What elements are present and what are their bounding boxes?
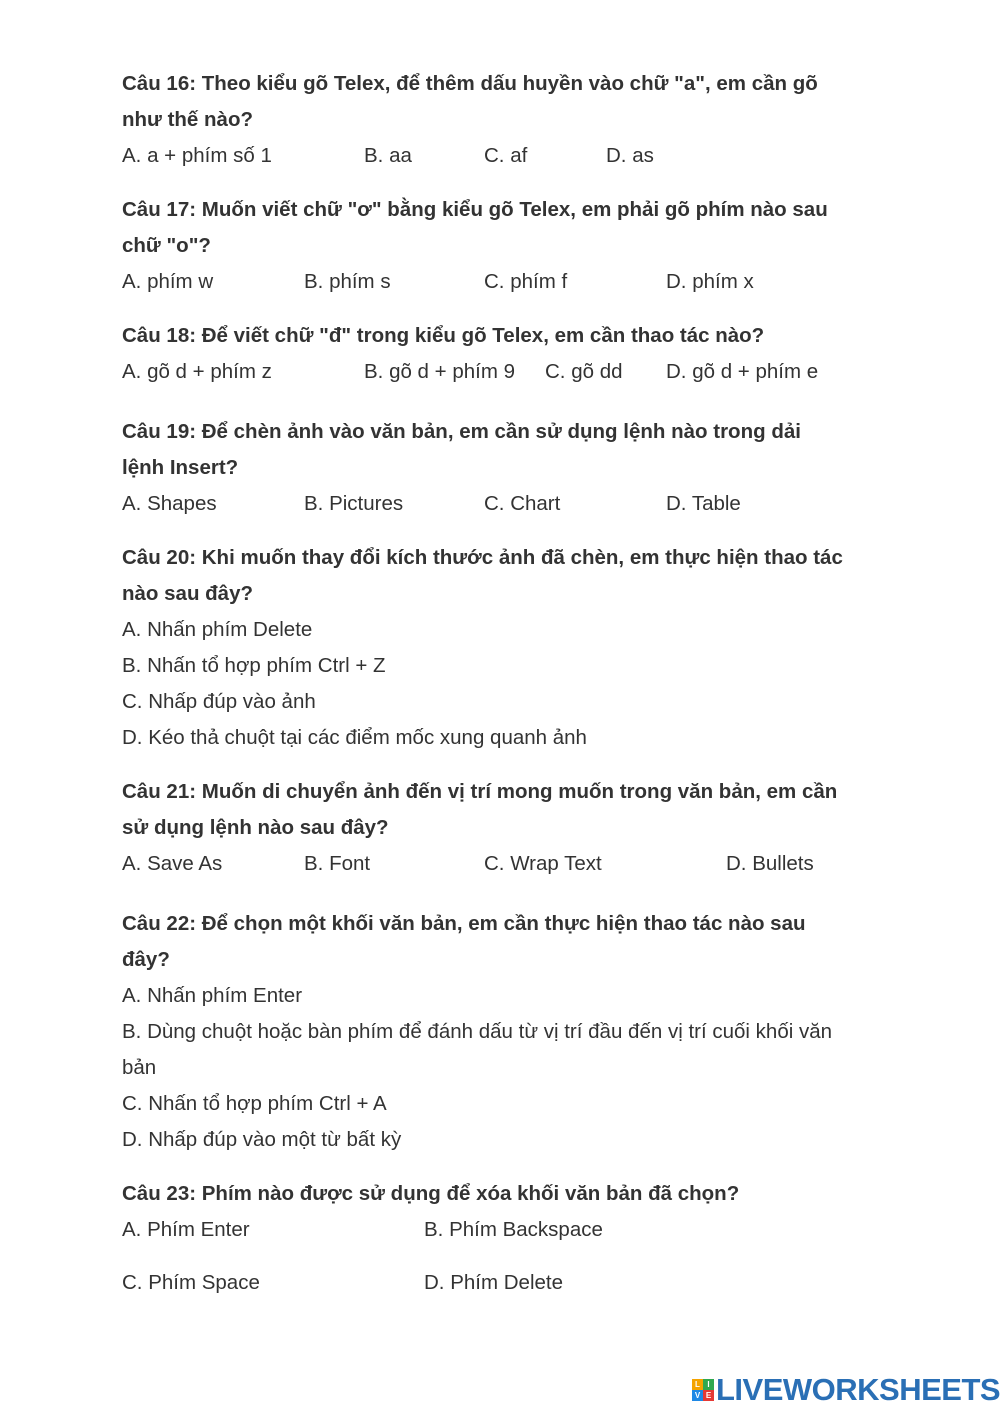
- question-18: [122, 318, 892, 390]
- question-20: [122, 540, 892, 756]
- option-a[interactable]: A. Nhấn phím Enter: [122, 984, 303, 1007]
- option-d[interactable]: D. Phím Delete: [424, 1271, 563, 1294]
- option-a[interactable]: A. Nhấn phím Delete: [122, 618, 313, 641]
- question-23: [122, 1176, 892, 1301]
- option-c[interactable]: C. af: [484, 144, 528, 167]
- question-21-title-line-1: Câu 21: Muốn di chuyển ảnh đến vị trí mong muốn trong văn bản, em cần: [122, 780, 838, 803]
- question-16-title-line-1: Câu 16: Theo kiểu gõ Telex, để thêm dấu huyền vào chữ "a", em cần gõ: [122, 72, 818, 95]
- question-19-title-line-2: lệnh Insert?: [122, 456, 239, 479]
- option-c[interactable]: C. Wrap Text: [484, 852, 602, 875]
- question-20-title-line-2: nào sau đây?: [122, 582, 254, 605]
- question-21: [122, 774, 892, 882]
- option-c[interactable]: C. Nhấp đúp vào ảnh: [122, 690, 316, 713]
- question-23-title-line-1: Câu 23: Phím nào được sử dụng để xóa khối văn bản đã chọn?: [122, 1182, 740, 1205]
- option-b[interactable]: B. gõ d + phím 9: [364, 360, 515, 383]
- question-17-title-line-1: Câu 17: Muốn viết chữ "ơ" bằng kiểu gõ Telex, em phải gõ phím nào sau: [122, 198, 828, 221]
- question-19: [122, 414, 892, 522]
- question-23-options-row-1: [122, 1212, 892, 1248]
- question-19-title-line-1: Câu 19: Để chèn ảnh vào văn bản, em cần sử dụng lệnh nào trong dải: [122, 420, 801, 443]
- option-c[interactable]: C. Chart: [484, 492, 561, 515]
- option-a[interactable]: A. phím w: [122, 270, 214, 293]
- option-c[interactable]: C. Nhấn tổ hợp phím Ctrl + A: [122, 1092, 387, 1115]
- question-16: [122, 66, 892, 174]
- option-d[interactable]: D. Nhấp đúp vào một từ bất kỳ: [122, 1128, 402, 1151]
- worksheet-page: [122, 66, 892, 1301]
- option-b[interactable]: B. aa: [364, 144, 412, 167]
- question-21-options: [122, 846, 892, 882]
- option-d[interactable]: D. phím x: [666, 270, 754, 293]
- question-22-title-line-1: Câu 22: Để chọn một khối văn bản, em cần thực hiện thao tác nào sau: [122, 912, 806, 935]
- option-d[interactable]: D. gõ d + phím e: [666, 360, 819, 383]
- option-b[interactable]: B. Dùng chuột hoặc bàn phím để đánh dấu từ vị trí đầu đến vị trí cuối khối văn: [122, 1020, 833, 1043]
- question-20-title-line-1: Câu 20: Khi muốn thay đổi kích thước ảnh đã chèn, em thực hiện thao tác: [122, 546, 843, 569]
- option-b[interactable]: B. Pictures: [304, 492, 404, 515]
- liveworksheets-logo-icon: L I V E: [692, 1379, 714, 1401]
- option-d[interactable]: D. Bullets: [726, 852, 814, 875]
- option-b[interactable]: B. Phím Backspace: [424, 1218, 603, 1241]
- option-c[interactable]: C. gõ dd: [545, 360, 623, 383]
- option-a[interactable]: A. gõ d + phím z: [122, 360, 272, 383]
- question-16-title-line-2: như thế nào?: [122, 108, 253, 131]
- question-22-title-line-2: đây?: [122, 948, 170, 971]
- option-c[interactable]: C. phím f: [484, 270, 568, 293]
- liveworksheets-logo-text: LIVEWORKSHEETS: [716, 1372, 1000, 1407]
- question-17: [122, 192, 892, 300]
- option-b[interactable]: B. phím s: [304, 270, 391, 293]
- option-b[interactable]: B. Nhấn tổ hợp phím Ctrl + Z: [122, 654, 386, 677]
- option-d[interactable]: D. Table: [666, 492, 741, 515]
- question-16-options: [122, 138, 892, 174]
- question-17-title-line-2: chữ "o"?: [122, 234, 211, 257]
- question-17-options: [122, 264, 892, 300]
- question-18-options: [122, 354, 892, 390]
- option-a[interactable]: A. a + phím số 1: [122, 144, 272, 167]
- option-d[interactable]: D. Kéo thả chuột tại các điểm mốc xung quanh ảnh: [122, 726, 587, 749]
- question-23-options-row-2: [122, 1265, 892, 1301]
- question-21-title-line-2: sử dụng lệnh nào sau đây?: [122, 816, 389, 839]
- liveworksheets-logo: [692, 1372, 1000, 1408]
- option-a[interactable]: A. Save As: [122, 852, 223, 875]
- option-a[interactable]: A. Phím Enter: [122, 1218, 250, 1241]
- question-19-options: [122, 486, 892, 522]
- option-d[interactable]: D. as: [606, 144, 654, 167]
- question-18-title-line-1: Câu 18: Để viết chữ "đ" trong kiểu gõ Telex, em cần thao tác nào?: [122, 324, 765, 347]
- option-b-continued[interactable]: bản: [122, 1056, 157, 1079]
- option-a[interactable]: A. Shapes: [122, 492, 217, 515]
- question-22: [122, 906, 892, 1158]
- option-b[interactable]: B. Font: [304, 852, 371, 875]
- option-c[interactable]: C. Phím Space: [122, 1271, 260, 1294]
